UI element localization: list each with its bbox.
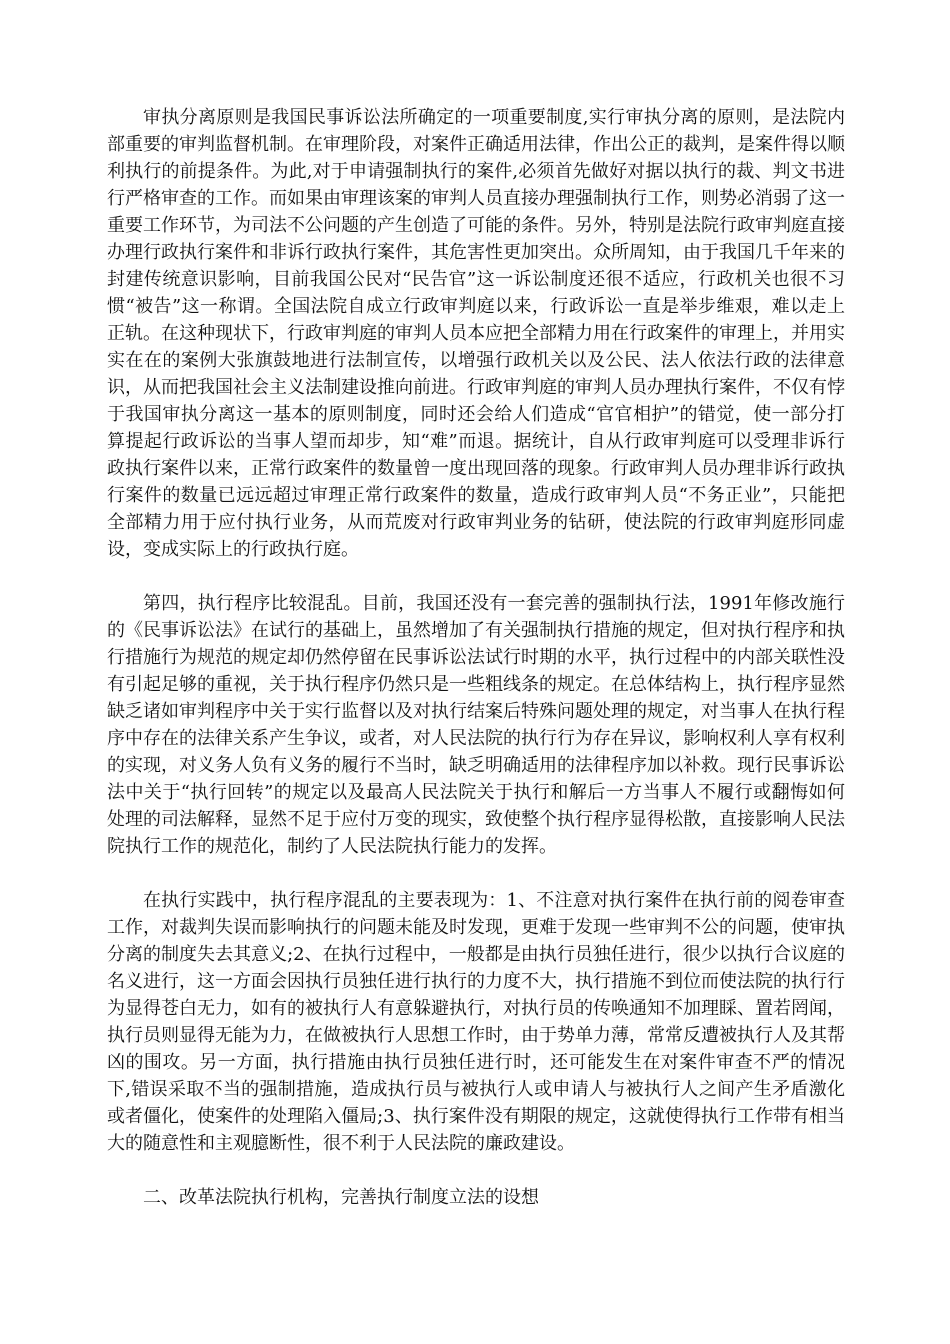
paragraph-execution-procedure-chaos: 第四，执行程序比较混乱。目前，我国还没有一套完善的强制执行法，1991年修改施行的《民事诉讼法》在试行的基础上，虽然增加了有关强制执行措施的规定，但对执行程序和执行措施行为规范的规定却仍然停留在民事诉讼法试行时期的水平，执行过程中的内部关联性没有引起足够的重视，关于执行程序仍然只是一些粗线条的规定。在总体结构上，执行程序显然缺乏诸如审判程序中关于实行监督以及对执行结案后特殊问题处理的规定，对当事人在执行程序中存在的法律关系产生争议，或者，对人民法院的执行行为存在异议，影响权利人享有权利的实现，对义务人负有义务的履行不当时，缺乏明确适用的法律程序加以补救。现行民事诉讼法中关于“执行回转”的规定以及最高人民法院关于执行和解后一方当事人不履行或翻悔如何处理的司法解释，显然不足于应付万变的现实，致使整个执行程序显得松散，直接影响人民法院执行工作的规范化，制约了人民法院执行能力的发挥。 [107, 593, 845, 857]
paragraph-trial-execution-separation: 审执分离原则是我国民事诉讼法所确定的一项重要制度,实行审执分离的原则，是法院内部重要的审判监督机制。在审理阶段，对案件正确适用法律，作出公正的裁判，是案件得以顺利执行的前提条件。为此,对于申请强制执行的案件,必须首先做好对据以执行的裁、判文书进行严格审查的工作。而如果由审理该案的审判人员直接办理强制执行工作，则势必消弱了这一重要工作环节，为司法不公问题的产生创造了可能的条件。另外，特别是法院行政审判庭直接办理行政执行案件和非诉行政执行案件，其危害性更加突出。众所周知，由于我国几千年来的封建传统意识影响，目前我国公民对“民告官”这一诉讼制度还很不适应，行政机关也很不习惯“被告”这一称谓。全国法院自成立行政审判庭以来，行政诉讼一直是举步维艰，难以走上正轨。在这种现状下，行政审判庭的审判人员本应把全部精力用在行政案件的审理上，并用实实在在的案例大张旗鼓地进行法制宣传，以增强行政机关以及公民、法人依法行政的法律意识，从而把我国社会主义法制建设推向前进。行政审判庭的审判人员办理执行案件，不仅有悖于我国审执分离这一基本的原则制度，同时还会给人们造成“官官相护”的错觉，使一部分打算提起行政诉讼的当事人望而却步，知“难”而退。据统计，自从行政审判庭可以受理非诉行政执行案件以来，正常行政案件的数量曾一度出现回落的现象。行政审判人员办理非诉行政执行案件的数量已远远超过审理正常行政案件的数量，造成行政审判人员“不务正业”，只能把全部精力用于应付执行业务，从而荒废对行政审判业务的钻研，使法院的行政审判庭形同虚设，变成实际上的行政执行庭。 [107, 107, 845, 560]
section-heading: 二、改革法院执行机构，完善执行制度立法的设想 [143, 1187, 539, 1208]
document-page [107, 104, 845, 1211]
paragraph-execution-practice: 在执行实践中，执行程序混乱的主要表现为：1、不注意对执行案件在执行前的阅卷审查工作，对裁判失误而影响执行的问题未能及时发现，更难于发现一些审判不公的问题，使审执分离的制度失去其意义;2、在执行过程中，一般都是由执行员独任进行，很少以执行合议庭的名义进行，这一方面会因执行员独任进行执行的力度不大，执行措施不到位而使法院的执行行为显得苍白无力，如有的被执行人有意躲避执行，对执行员的传唤通知不加理睬、置若罔闻，执行员则显得无能为力，在做被执行人思想工作时，由于势单力薄，常常反遭被执行人及其帮凶的围攻。另一方面，执行措施由执行员独任进行时，还可能发生在对案件审查不严的情况下,错误采取不当的强制措施，造成执行员与被执行人或申请人与被执行人之间产生矛盾激化或者僵化，使案件的处理陷入僵局;3、执行案件没有期限的规定，这就使得执行工作带有相当大的随意性和主观臆断性，很不利于人民法院的廉政建设。 [107, 890, 845, 1154]
